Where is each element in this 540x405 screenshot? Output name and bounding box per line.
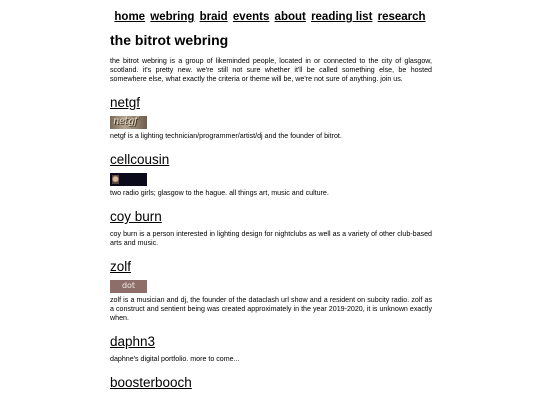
nav-events-link[interactable]: events [232, 11, 270, 23]
member-entry-netgf [110, 95, 432, 141]
member-name-zolf[interactable]: zolf [110, 259, 132, 274]
member-description-netgf: netgf is a lighting technician/programmer/artist/dj and the founder of bitrot. [110, 132, 342, 140]
member-entry-cellcousin [110, 152, 432, 198]
nav-about-link[interactable]: about [274, 11, 306, 23]
member-entry-zolf [110, 259, 432, 323]
member-description-coy-burn: coy burn is a person interested in lighting design for nightclubs as well as a variety of other club-based arts and music. [110, 230, 432, 247]
zolf-badge-text: dot [121, 281, 136, 290]
member-description-daphn3: daphne's digital portfolio. more to come... [110, 355, 240, 363]
member-description-cellcousin: two radio girls; glasgow to the hague. all things art, music and culture. [110, 189, 329, 197]
portrait-icon [112, 175, 119, 184]
nav-reading-list-link[interactable]: reading list [311, 11, 373, 23]
member-entry-daphn3 [110, 334, 432, 364]
member-entry-boosterbooch [110, 375, 432, 390]
nav-braid-link[interactable]: braid [199, 11, 228, 23]
member-name-boosterbooch[interactable]: boosterbooch [110, 375, 192, 390]
main-content [110, 32, 432, 396]
member-name-daphn3[interactable]: daphn3 [110, 334, 156, 349]
netgf-button-badge[interactable] [110, 116, 147, 129]
member-description-zolf: zolf is a musician and dj, the founder of the dataclash url show and a resident on subcity radio. zolf as a construct and sentient being was created approximately in the year 2019-2020, it is unknown exactly when. [110, 296, 432, 322]
member-name-cellcousin[interactable]: cellcousin [110, 152, 170, 167]
netgf-badge-text: netgf [113, 116, 137, 127]
top-nav [0, 11, 540, 23]
nav-home-link[interactable]: home [114, 11, 146, 23]
intro-text: the bitrot webring is a group of likeminded people, located in or connected to the city of glasgow, scotland. it's pretty new. we're still not sure whether it'll be called something else, be hosted somewhere else, what exactly the criteria or theme will be, we're not sure of anything. join us. [110, 57, 432, 83]
member-name-netgf[interactable]: netgf [110, 95, 141, 110]
zolf-button-badge[interactable] [110, 280, 147, 293]
nav-webring-link[interactable]: webring [150, 11, 195, 23]
page-title: the bitrot webring [110, 32, 229, 48]
cellcousin-button-badge[interactable] [110, 173, 147, 186]
member-entry-coy-burn [110, 209, 432, 248]
member-name-coy-burn[interactable]: coy burn [110, 209, 162, 224]
nav-research-link[interactable]: research [377, 11, 426, 23]
